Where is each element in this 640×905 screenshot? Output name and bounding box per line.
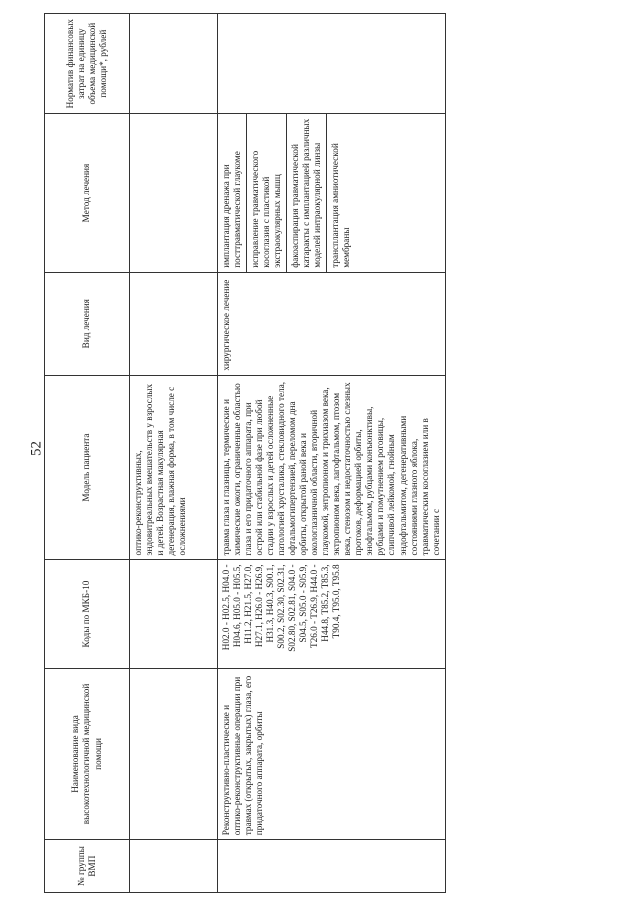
header-codes: Коды по МКБ-10 (45, 560, 130, 668)
header-name: Наименование вида высокотехнологичной медицинской помощи (45, 668, 130, 840)
continuation-row (130, 14, 218, 893)
header-group: № группы ВМП (45, 840, 130, 893)
cell-empty (218, 840, 446, 893)
table-header-row (45, 14, 130, 893)
method-item: факоаспирация травматической катаракты с имплантацией различных моделей интраокулярной линзы (287, 114, 327, 271)
vmp-table (44, 13, 446, 893)
row-methods (218, 114, 446, 272)
rotated-table-container (32, 0, 632, 905)
cell-empty (130, 668, 218, 840)
continuation-model: оптико-реконструктивных, эндовитреальных вмешательств у взрослых и детей. Возрастная макулярная дегенерация, влажная форма, в том числе с осложнениями (130, 375, 218, 560)
row-name: Реконструктивно-пластические и оптико-реконструктивные операции при травмах (открытых, закрытых) глаза, его придаточного аппарата, орбиты (218, 668, 446, 840)
header-kind: Вид лечения (45, 272, 130, 375)
row-model: травма глаза и глазницы, термические и химические ожоги, ограниченные областью глаза и его придаточного аппарата, при острой или стабильной фазе при любой стадии у взрослых и детей осложненные патологией хрусталика, стекловидного тела, офтальмогипертензией, переломом дна орбиты, открытой раной века и окологлазничной области, вторичной глаукомой, энтропионом и трихиазом века, эктропионом века, лагофтальмом, птозом века, стенозом и недостаточностью слезных протоков, деформацией орбиты, энофтальмом, рубцами конъюнктивы, рубцами и помутнением роговицы, слипчивой лейкомой, гнойным эндофтальмитом, дегенеративными состояниями глазного яблока, травматическим косоглазием или в сочетании с (218, 375, 446, 560)
cell-empty (218, 14, 446, 114)
cell-empty (130, 14, 218, 114)
method-item: имплантация дренажа при посттравматической глаукоме (218, 114, 247, 271)
header-method: Метод лечения (45, 114, 130, 272)
method-item: трансплантация амниотической мембраны (330, 143, 352, 268)
method-item: исправление травматического косоглазия с пластикой экстраокулярных мышц (247, 114, 287, 271)
cell-empty (130, 114, 218, 272)
row-kind: хирургическое лечение (218, 272, 446, 375)
cell-empty (130, 840, 218, 893)
page-number: 52 (28, 441, 45, 456)
header-norm: Норматив финансовых затрат на единицу объема медицинской помощи*, рублей (45, 14, 130, 114)
cell-empty (130, 272, 218, 375)
row-codes: H02.0 - H02.5, H04.0 - H04.6, H05.0 - H05.5, H11.2, H21.5, H27.0, H27.1, H26.0 - H26.9, H31.3, H40.3, S00.1, S00.2, S02.30, S02.31, S02.80, S02.81, S04.0 - S04.5, S05.0 - S05.9, T26.0 - T26.9, H44.0 - H44.8, T85.2, T85.3, T90.4, T95.0, T95.8 (218, 560, 446, 668)
table-row (218, 14, 446, 893)
header-model: Модель пациента (45, 375, 130, 560)
cell-empty (130, 560, 218, 668)
